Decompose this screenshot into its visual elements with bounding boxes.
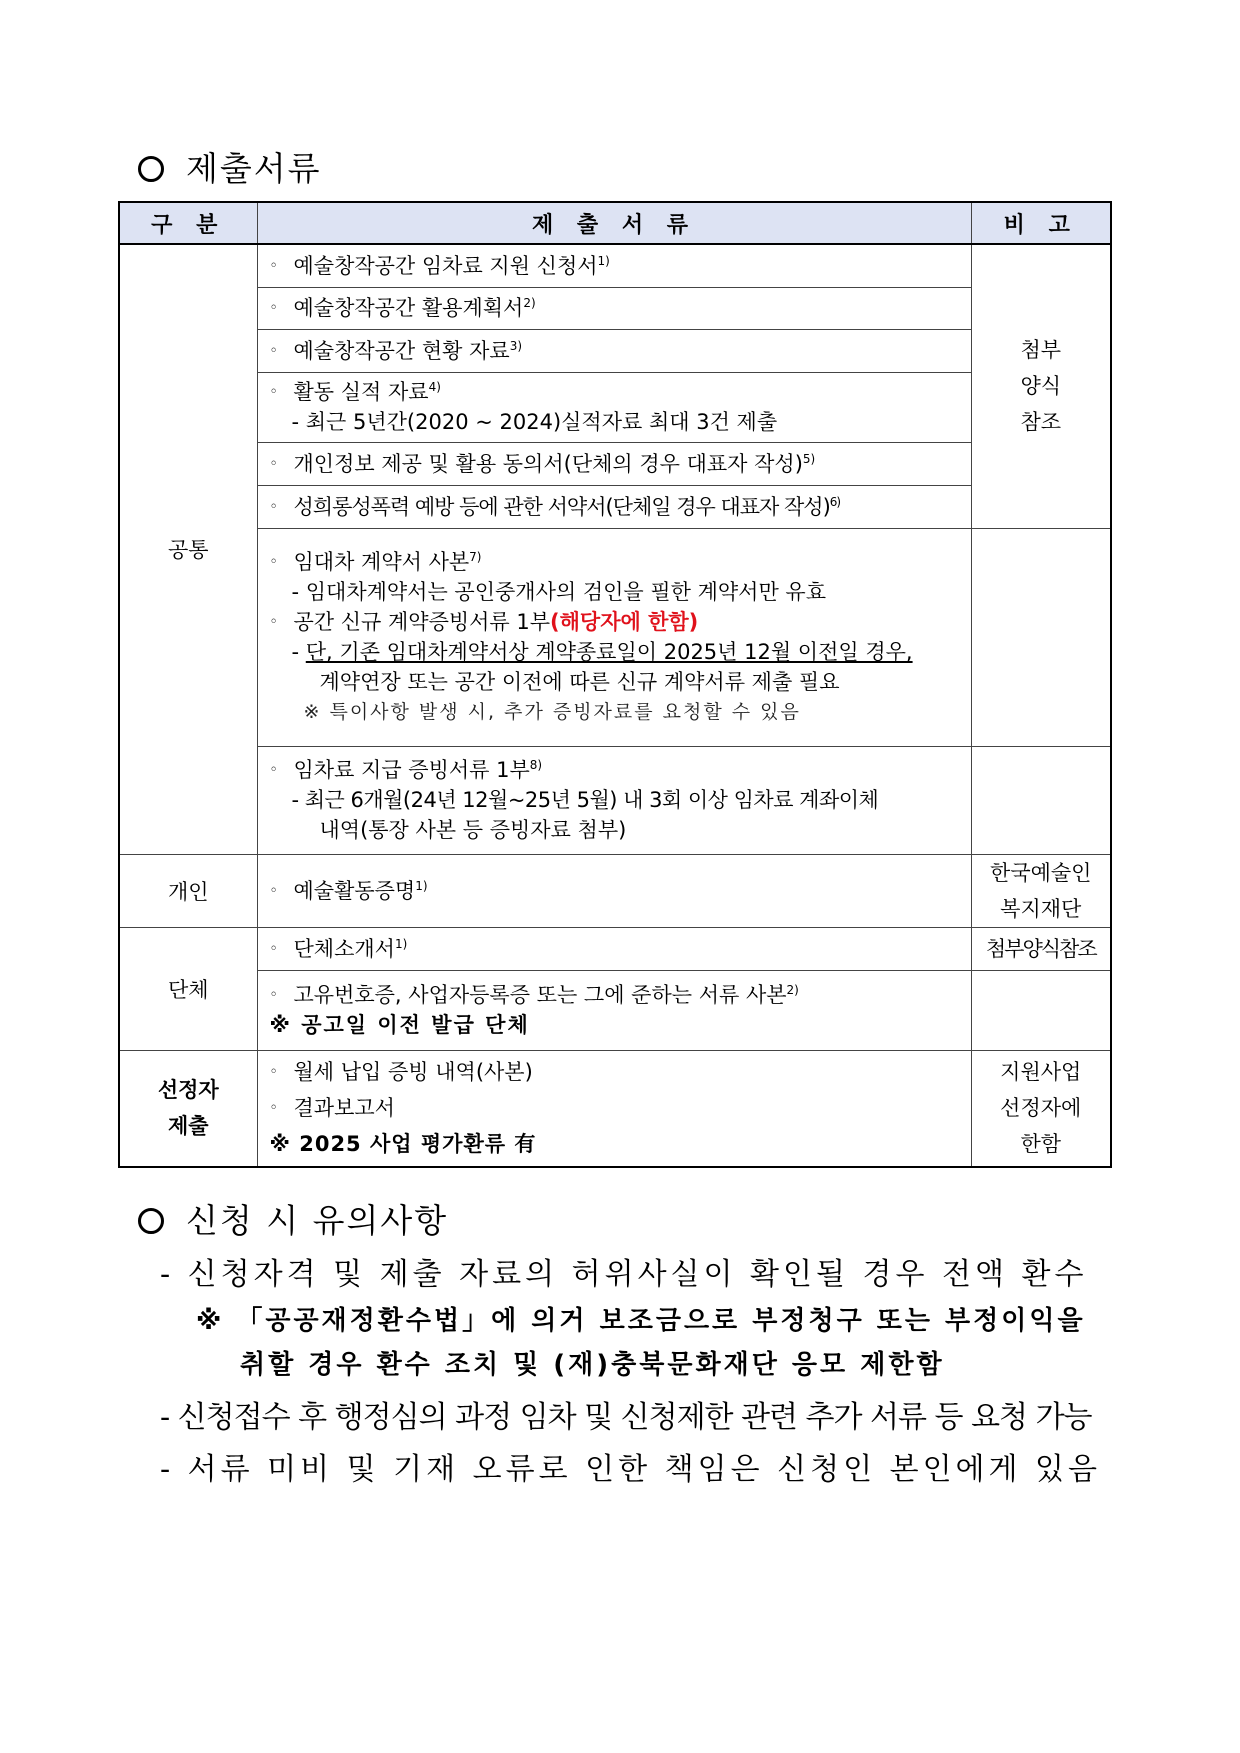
note-attached-form: 첨부 양식 참조: [971, 244, 1111, 528]
header-note: 비 고: [971, 202, 1111, 244]
table-row: [119, 970, 1111, 1050]
note-empty: [971, 528, 1111, 746]
header-documents: 제 출 서 류: [257, 202, 971, 244]
precaution-line-2: - 신청접수 후 행정심의 과정 임차 및 신청제한 관련 추가 서류 등 요청 가능: [160, 1400, 1092, 1435]
table-row: [119, 287, 1111, 329]
header-category: 구 분: [119, 202, 257, 244]
doc-item: ◦ 고유번호증, 사업자등록증 또는 그에 준하는 서류 사본$^{2)}$ ※ 공고일 이전 발급 단체: [257, 970, 971, 1050]
table-row: [119, 927, 1111, 970]
doc-item: ◦ 예술창작공간 임차료 지원 신청서$^{1)}$: [257, 244, 971, 287]
table-row: [119, 244, 1111, 287]
precaution-bold-1: ※ 「공공재정환수법」에 의거 보조금으로 부정청구 또는 부정이익을: [196, 1306, 1086, 1336]
table-row: [119, 485, 1111, 528]
note-empty: [971, 746, 1111, 854]
doc-item: ◦ 단체소개서$^{1)}$: [257, 927, 971, 970]
table-row: [119, 746, 1111, 854]
category-individual: 개인: [119, 854, 257, 927]
circle-bullet-icon: [138, 156, 164, 182]
doc-item: ◦ 예술활동증명$^{1)}$: [257, 854, 971, 927]
doc-item: ◦ 예술창작공간 현황 자료$^{3)}$: [257, 329, 971, 372]
circle-bullet-icon: [138, 1208, 164, 1234]
table-row: [119, 854, 1111, 927]
documents-table: [118, 201, 1112, 1168]
doc-item: ◦ 예술창작공간 활용계획서$^{2)}$: [257, 287, 971, 329]
doc-item-selected: ◦ 월세 납입 증빙 내역(사본) ◦ 결과보고서 ※ 2025 사업 평가환류 有: [257, 1050, 971, 1167]
section-title-documents: [138, 143, 322, 190]
doc-item-lease: ◦ 임대차 계약서 사본$^{7)}$ - 임대차계약서는 공인중개사의 검인을 필한 계약서만 유효 ◦ 공간 신규 계약증빙서류 1부(해당자에 한함) - 단, 기존 임대차계약서상 계약종료일이 2025년 12월 이전일 경우, 계약연장 또는 공간 이전에 따른 신규 계약서류 제출 필요 ※ 특이사항 발생 시, 추가 증빙자료를 요청할 수 있음: [257, 528, 971, 746]
doc-item: ◦ 개인정보 제공 및 활용 동의서(단체의 경우 대표자 작성)$^{5)}$: [257, 442, 971, 485]
section-title-precautions: [138, 1195, 448, 1242]
precaution-line-1: - 신청자격 및 제출 자료의 허위사실이 확인될 경우 전액 환수: [160, 1257, 1088, 1292]
table-row: [119, 528, 1111, 746]
precaution-line-3: - 서류 미비 및 기재 오류로 인한 책임은 신청인 본인에게 있음: [160, 1452, 1102, 1487]
doc-item: ◦ 성희롱성폭력 예방 등에 관한 서약서(단체일 경우 대표자 작성)$^{6)}$: [257, 485, 971, 528]
note-attached-form-group: 첨부양식참조: [971, 927, 1111, 970]
precaution-bold-2: 취할 경우 환수 조치 및 (재)충북문화재단 응모 제한함: [240, 1350, 945, 1380]
table-row: [119, 1050, 1111, 1167]
section-title-text: 신청 시 유의사항: [186, 1201, 449, 1240]
note-welfare-foundation: 한국예술인 복지재단: [971, 854, 1111, 927]
table-row: [119, 329, 1111, 372]
table-row: [119, 442, 1111, 485]
category-common: 공통: [119, 244, 257, 854]
table-header-row: [119, 202, 1111, 244]
note-selected-only: 지원사업 선정자에 한함: [971, 1050, 1111, 1167]
doc-item: ◦ 활동 실적 자료$^{4)}$ - 최근 5년간(2020 ~ 2024)실적자료 최대 3건 제출: [257, 372, 971, 442]
table-row: [119, 372, 1111, 442]
section-title-text: 제출서류: [186, 149, 322, 188]
category-group: 단체: [119, 927, 257, 1050]
note-empty: [971, 970, 1111, 1050]
doc-item-rent: ◦ 임차료 지급 증빙서류 1부$^{8)}$ - 최근 6개월(24년 12월~25년 5월) 내 3회 이상 임차료 계좌이체 내역(통장 사본 등 증빙자료 첨부): [257, 746, 971, 854]
category-selected: 선정자 제출: [119, 1050, 257, 1167]
